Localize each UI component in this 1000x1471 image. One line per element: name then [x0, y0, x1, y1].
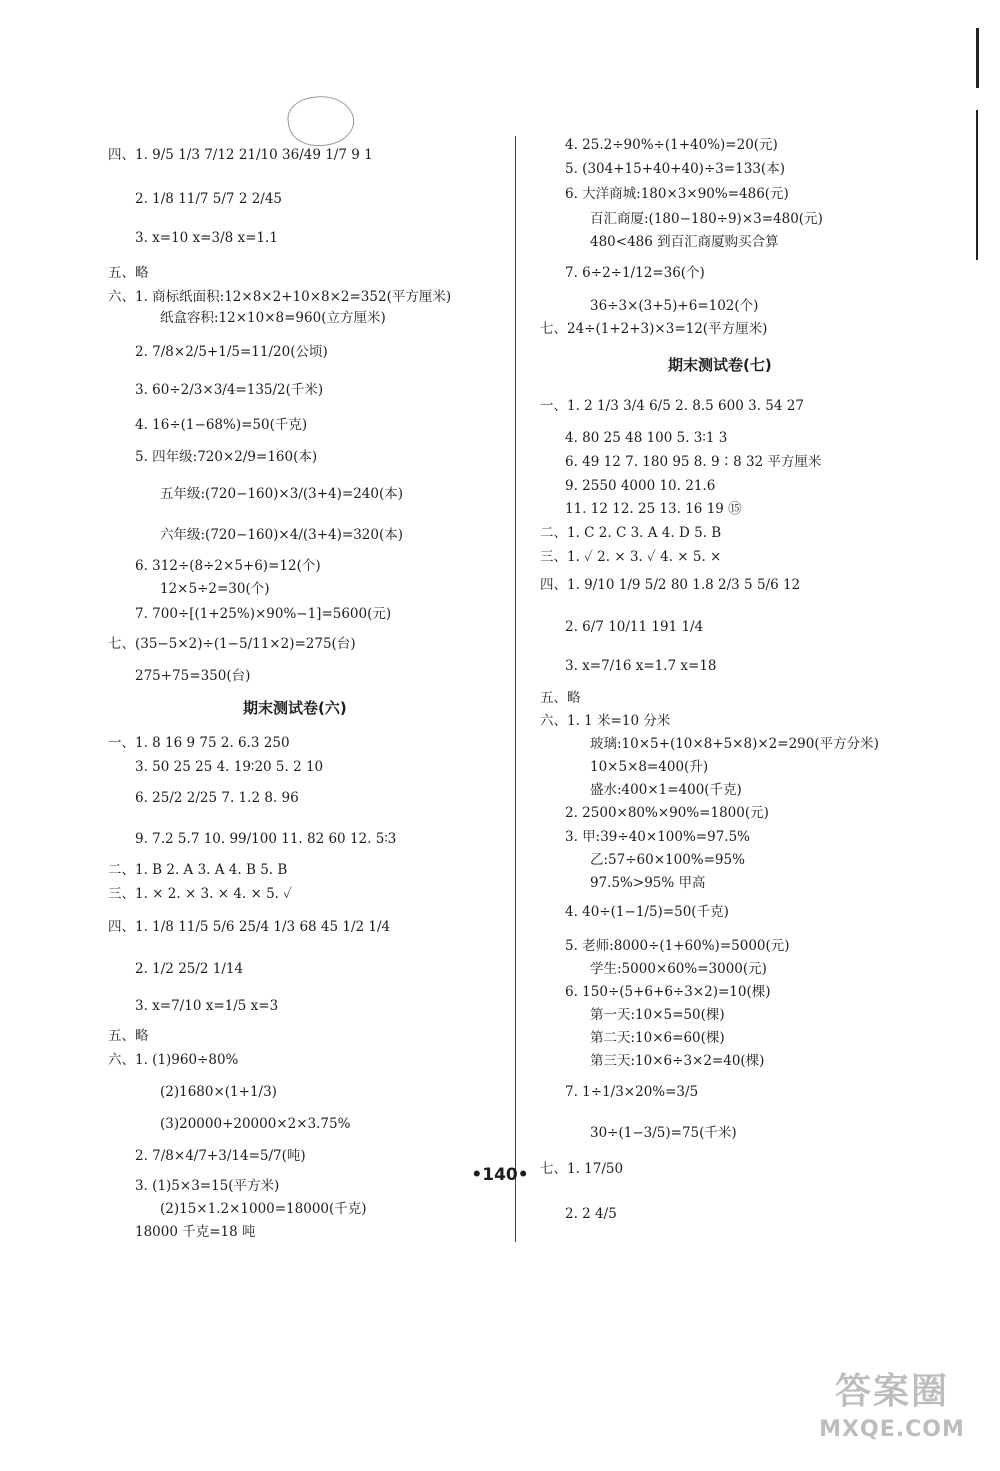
- answer-line: 纸盒容积:12×10×8=960(立方厘米): [160, 310, 386, 326]
- answer-line: 30÷(1−3/5)=75(千米): [590, 1125, 737, 1141]
- answer-line: 第一天:10×5=50(棵): [590, 1007, 725, 1023]
- answer-line: 6. 49 12 7. 180 95 8. 9∶8 32 平方厘米: [565, 454, 822, 470]
- watermark-url: MXQE.COM: [819, 1417, 965, 1442]
- answer-line: 2. 2500×80%×90%=1800(元): [565, 805, 769, 821]
- answer-line: 2. 6/7 10/11 191 1/4: [565, 619, 704, 635]
- answer-line: 2. 7/8×2/5+1/5=11/20(公顷): [135, 344, 328, 360]
- answer-line: 五年级:(720−160)×3/(3+4)=240(本): [160, 486, 404, 502]
- answer-line: 4. 25.2÷90%÷(1+40%)=20(元): [565, 137, 778, 153]
- answer-line: 12×5÷2=30(个): [160, 581, 270, 597]
- answer-line: 275+75=350(台): [135, 668, 251, 684]
- answer-line: 五、略: [540, 690, 581, 706]
- answer-line: 3. x=7/16 x=1.7 x=18: [565, 658, 717, 674]
- answer-line: 3. x=7/10 x=1/5 x=3: [135, 998, 279, 1014]
- answer-line: 二、1. C 2. C 3. A 4. D 5. B: [540, 525, 722, 541]
- watermark-logo: [802, 1369, 982, 1461]
- answer-line: 四、1. 9/5 1/3 7/12 21/10 36/49 1/7 9 1: [108, 147, 373, 163]
- answer-line: 3. 50 25 25 4. 19∶20 5. 2 10: [135, 759, 324, 775]
- answer-line: 5. (304+15+40+40)÷3=133(本): [565, 161, 785, 177]
- answer-line: 七、1. 17/50: [540, 1161, 624, 1177]
- answer-line: 11. 12 12. 25 13. 16 19 ⑮: [565, 501, 742, 517]
- answer-line: (2)15×1.2×1000=18000(千克): [160, 1201, 367, 1217]
- answer-line: 3. 60÷2/3×3/4=135/2(千米): [135, 382, 324, 398]
- section-heading: 期末测试卷(七): [668, 356, 772, 374]
- answer-line: 四、1. 1/8 11/5 5/6 25/4 1/3 68 45 1/2 1/4: [108, 919, 391, 935]
- answer-line: 六、1. 1 米=10 分米: [540, 713, 671, 729]
- answer-line: 4. 80 25 48 100 5. 3∶1 3: [565, 430, 728, 446]
- answer-line: 7. 700÷[(1+25%)×90%−1]=5600(元): [135, 606, 392, 622]
- answer-line: 6. 大洋商城:180×3×90%=486(元): [565, 186, 789, 202]
- answer-line: 一、1. 8 16 9 75 2. 6.3 250: [108, 735, 290, 751]
- answer-line: 4. 16÷(1−68%)=50(千克): [135, 417, 308, 433]
- answer-line: 玻璃:10×5+(10×8+5×8)×2=290(平方分米): [590, 736, 879, 752]
- answer-line: 4. 40÷(1−1/5)=50(千克): [565, 904, 729, 920]
- answer-line: 盛水:400×1=400(千克): [590, 782, 742, 798]
- answer-line: 7. 1÷1/3×20%=3/5: [565, 1084, 699, 1100]
- page-number: •140•: [471, 1165, 529, 1185]
- answer-line: 36÷3×(3+5)+6=102(个): [590, 298, 759, 314]
- answer-line: 9. 7.2 5.7 10. 99/100 11. 82 60 12. 5∶3: [135, 831, 397, 847]
- answer-line: 第二天:10×6=60(棵): [590, 1030, 725, 1046]
- answer-line: 七、(35−5×2)÷(1−5/11×2)=275(台): [108, 636, 356, 652]
- answer-line: 学生:5000×60%=3000(元): [590, 961, 767, 977]
- answer-line: 5. 四年级:720×2/9=160(本): [135, 449, 318, 465]
- answer-line: (3)20000+20000×2×3.75%: [160, 1116, 351, 1132]
- answer-line: 六年级:(720−160)×4/(3+4)=320(本): [160, 527, 404, 543]
- section-heading: 期末测试卷(六): [243, 699, 347, 717]
- watermark-text: 答案圈: [834, 1371, 949, 1412]
- answer-line: 10×5×8=400(升): [590, 759, 709, 775]
- answer-line: 2. 1/2 25/2 1/14: [135, 961, 244, 977]
- answer-line: 2. 2 4/5: [565, 1206, 617, 1222]
- answer-line: 6. 150÷(5+6+6÷3×2)=10(棵): [565, 984, 771, 1000]
- answer-line: (2)1680×(1+1/3): [160, 1084, 277, 1100]
- answer-line: 5. 老师:8000÷(1+60%)=5000(元): [565, 938, 790, 954]
- answer-line: 2. 1/8 11/7 5/7 2 2/45: [135, 191, 283, 207]
- answer-line: 七、24÷(1+2+3)×3=12(平方厘米): [540, 321, 768, 337]
- answer-line: 四、1. 9/10 1/9 5/2 80 1.8 2/3 5 5/6 12: [540, 577, 801, 593]
- right-column: [510, 0, 980, 1471]
- answer-line: 百汇商厦:(180−180÷9)×3=480(元): [590, 211, 823, 227]
- answer-line: 480<486 到百汇商厦购买合算: [590, 234, 779, 250]
- answer-line: 六、1. 商标纸面积:12×8×2+10×8×2=352(平方厘米): [108, 289, 452, 305]
- answer-line: 三、1. × 2. × 3. × 4. × 5. ✓: [108, 886, 292, 902]
- answer-line: 三、1. ✓ 2. × 3. ✓ 4. × 5. ×: [540, 549, 722, 565]
- answer-line: 五、略: [108, 1028, 149, 1044]
- answer-line: 18000 千克=18 吨: [135, 1224, 256, 1240]
- answer-line: 7. 6÷2÷1/12=36(个): [565, 265, 705, 281]
- answer-line: 3. (1)5×3=15(平方米): [135, 1178, 280, 1194]
- answer-line: 2. 7/8×4/7+3/14=5/7(吨): [135, 1148, 306, 1164]
- answer-line: 6. 25/2 2/25 7. 1.2 8. 96: [135, 790, 299, 806]
- answer-line: 9. 2550 4000 10. 21.6: [565, 478, 716, 494]
- answer-line: 97.5%>95% 甲高: [590, 875, 706, 891]
- answer-line: 六、1. (1)960÷80%: [108, 1052, 239, 1068]
- answer-line: 第三天:10×6÷3×2=40(棵): [590, 1053, 765, 1069]
- answer-line: 3. 甲:39÷40×100%=97.5%: [565, 829, 750, 845]
- answer-line: 3. x=10 x=3/8 x=1.1: [135, 230, 278, 246]
- answer-line: 二、1. B 2. A 3. A 4. B 5. B: [108, 862, 288, 878]
- left-column: [0, 0, 470, 1471]
- answer-line: 6. 312÷(8÷2×5+6)=12(个): [135, 558, 321, 574]
- answer-line: 五、略: [108, 265, 149, 281]
- answer-line: 乙:57÷60×100%=95%: [590, 852, 745, 868]
- answer-line: 一、1. 2 1/3 3/4 6/5 2. 8.5 600 3. 54 27: [540, 398, 804, 414]
